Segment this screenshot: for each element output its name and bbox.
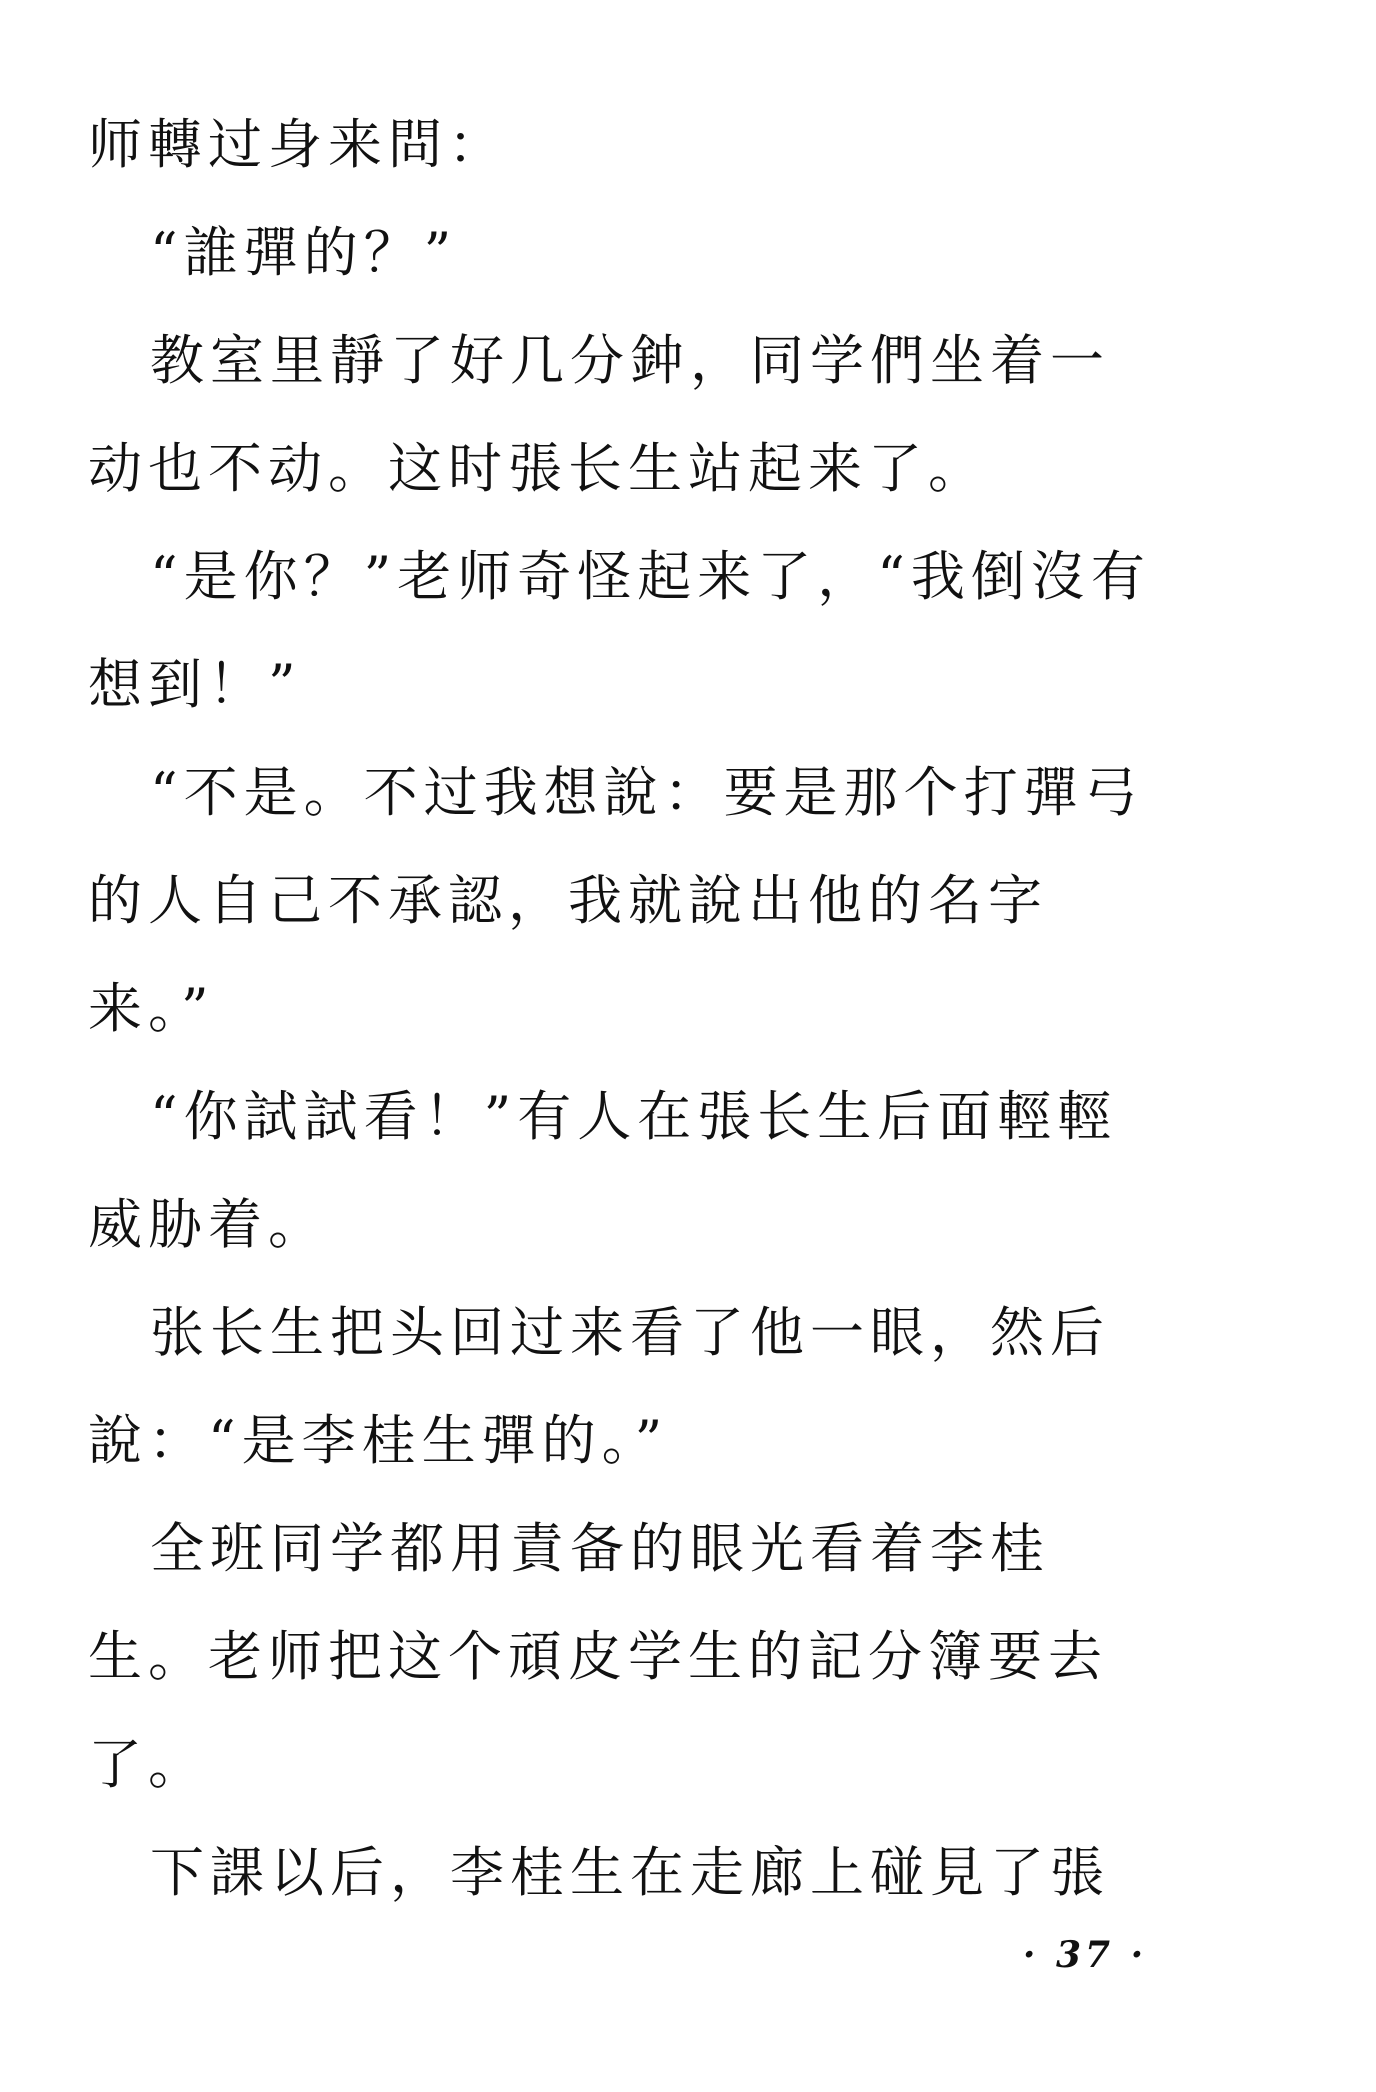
page-number: · 37 · xyxy=(1022,1934,1148,1976)
text-line-13: 說：“是李桂生彈的。” xyxy=(88,1409,669,1472)
text-line-14: 全班同学都用責备的眼光看着李桂 xyxy=(150,1517,1050,1580)
text-line-1: 师轉过身来問： xyxy=(88,113,508,176)
text-line-9: 来。” xyxy=(88,977,215,1040)
text-line-3: 教室里靜了好几分鈡，同学們坐着一 xyxy=(150,329,1110,392)
text-line-10: “你試試看！”有人在張长生后面輕輕 xyxy=(150,1085,1118,1148)
text-line-16: 了。 xyxy=(88,1733,208,1796)
text-line-6: 想到！” xyxy=(88,653,302,716)
text-line-4: 动也不动。这时張长生站起来了。 xyxy=(88,437,988,500)
text-line-7: “不是。不过我想說：要是那个打彈弓 xyxy=(150,761,1144,824)
text-line-2: “誰彈的？” xyxy=(150,221,458,284)
text-line-12: 张长生把头回过来看了他一眼，然后 xyxy=(150,1301,1110,1364)
text-line-15: 生。老师把这个頑皮学生的記分簿要去 xyxy=(88,1625,1108,1688)
text-line-17: 下課以后，李桂生在走廊上碰見了張 xyxy=(150,1841,1110,1904)
text-line-8: 的人自己不承認，我就說出他的名字 xyxy=(88,869,1048,932)
text-line-5: “是你？”老师奇怪起来了，“我倒沒有 xyxy=(150,545,1151,608)
text-line-11: 威胁着。 xyxy=(88,1193,328,1256)
